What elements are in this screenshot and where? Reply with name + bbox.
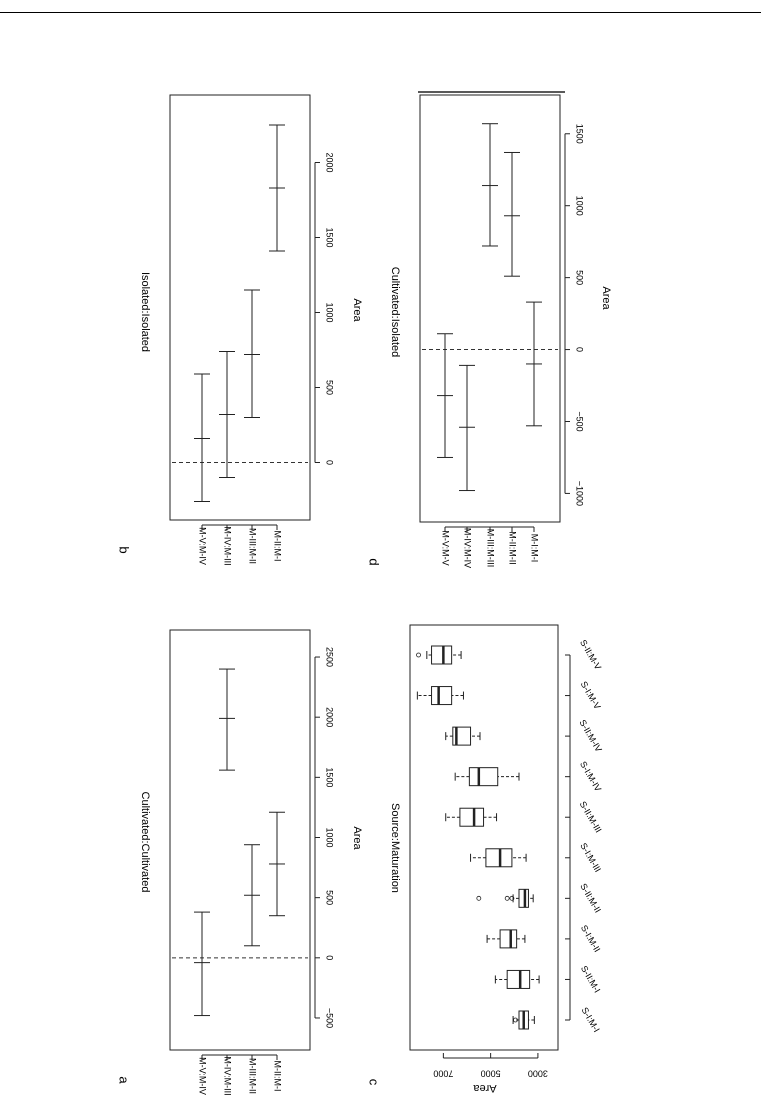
panel-d-value-tick-label: 1000 bbox=[574, 195, 585, 216]
panel-b-value-tick-label: 0 bbox=[324, 459, 335, 466]
panel-a-value-tick-label: 2500 bbox=[324, 647, 335, 668]
panel-c-outlier bbox=[505, 896, 509, 900]
panel-c-box bbox=[469, 768, 497, 786]
panel-c-box bbox=[432, 687, 452, 705]
panel-d-value-tick-label: −500 bbox=[574, 411, 585, 432]
panel-c-category-label: S-II:M-V bbox=[577, 637, 604, 672]
panel-c-value-tick-label: 5000 bbox=[480, 1068, 501, 1079]
panel-b-category-label: M-II:M-I bbox=[272, 530, 283, 562]
panel-a-value-tick-label: 2000 bbox=[324, 707, 335, 728]
panel-b-value-tick-label: 1500 bbox=[324, 227, 335, 248]
panel-c-axis-title: Area bbox=[473, 1082, 497, 1095]
panel-c-box bbox=[432, 646, 452, 664]
panel-b-value-tick-label: 1000 bbox=[324, 302, 335, 323]
panel-d-category-label: M-II:M-II bbox=[507, 531, 518, 565]
panel-d-category-label: M-I:M-I bbox=[529, 533, 540, 563]
panel-d-value-tick-label: −1000 bbox=[574, 480, 585, 507]
panel-c-value-tick-label: 7000 bbox=[433, 1068, 454, 1079]
panel-b-value-tick-label: 500 bbox=[324, 379, 335, 396]
panel-c-box bbox=[460, 808, 484, 826]
panel-d-category-label: M-V:M-V bbox=[440, 530, 451, 566]
panel-a-value-tick-label: 0 bbox=[324, 955, 335, 961]
panel-a-value-tick-label: 1500 bbox=[324, 767, 335, 788]
panel-a-axis-title: Area bbox=[351, 826, 364, 850]
panel-a-category-label: M-III:M-II bbox=[247, 1058, 258, 1094]
panel-d-letter: d bbox=[366, 558, 382, 566]
panel-d-value-tick-label: 1500 bbox=[574, 123, 585, 144]
panel-d-value-tick-label: 500 bbox=[574, 270, 585, 286]
panel-c-outlier bbox=[477, 896, 481, 900]
panel-b-value-tick-label: 2000 bbox=[324, 152, 335, 173]
panel-c-category-label: S-II:M-IV bbox=[577, 717, 604, 754]
panel-c-box bbox=[500, 930, 517, 948]
panel-c-value-tick-label: 3000 bbox=[527, 1068, 548, 1079]
panel-b-title: Isolated:Isolated bbox=[139, 271, 152, 353]
panel-a-frame bbox=[170, 630, 310, 1050]
panel-b-letter: b bbox=[116, 546, 132, 554]
panel-c-category-label: S-I:M-III bbox=[578, 841, 603, 874]
panel-a-value-tick-label: −500 bbox=[324, 1007, 335, 1029]
panel-a-category-label: M-II:M-I bbox=[272, 1060, 283, 1092]
panel-c-category-label: S-I:M-II bbox=[578, 923, 603, 954]
panel-a-category-label: M-IV:M-III bbox=[222, 1056, 233, 1096]
panel-c-outlier bbox=[417, 653, 421, 657]
panel-c-category-label: S-I:M-I bbox=[579, 1005, 602, 1034]
panel-d-value-tick-label: 0 bbox=[574, 347, 585, 353]
panel-b-category-label: M-IV:M-III bbox=[222, 526, 233, 566]
panel-c-category-label: S-II:M-II bbox=[578, 881, 603, 915]
panel-c-letter: c bbox=[366, 1078, 382, 1086]
panel-b-frame bbox=[170, 95, 310, 520]
panel-d-category-label: M-IV:M-IV bbox=[462, 527, 473, 569]
panel-c-box bbox=[507, 970, 529, 988]
panel-c-category-label: S-II:M-I bbox=[578, 963, 603, 995]
panel-c-category-label: S-II:M-III bbox=[577, 799, 604, 835]
panel-b-category-label: M-III:M-II bbox=[247, 528, 258, 564]
panel-c-category-label: S-I:M-IV bbox=[577, 759, 604, 794]
panel-b-axis-title: Area bbox=[351, 298, 364, 322]
panel-a-title: Cultivated:Cultivated bbox=[139, 791, 152, 893]
panel-a-value-tick-label: 1000 bbox=[324, 827, 335, 848]
panel-d-title: Cultivated:Isolated bbox=[389, 266, 402, 358]
panel-d-axis-title: Area bbox=[600, 286, 613, 310]
panel-c-title: Source:Maturation bbox=[389, 803, 402, 893]
panel-c-category-label: S-I:M-V bbox=[578, 679, 603, 711]
panel-a-category-label: M-V:M-IV bbox=[197, 1057, 208, 1095]
panel-d-category-label: M-III:M-III bbox=[485, 528, 496, 568]
panel-a-value-tick-label: 500 bbox=[324, 890, 335, 906]
panel-a-letter: a bbox=[116, 1076, 132, 1084]
panel-b-category-label: M-V:M-IV bbox=[197, 527, 208, 565]
